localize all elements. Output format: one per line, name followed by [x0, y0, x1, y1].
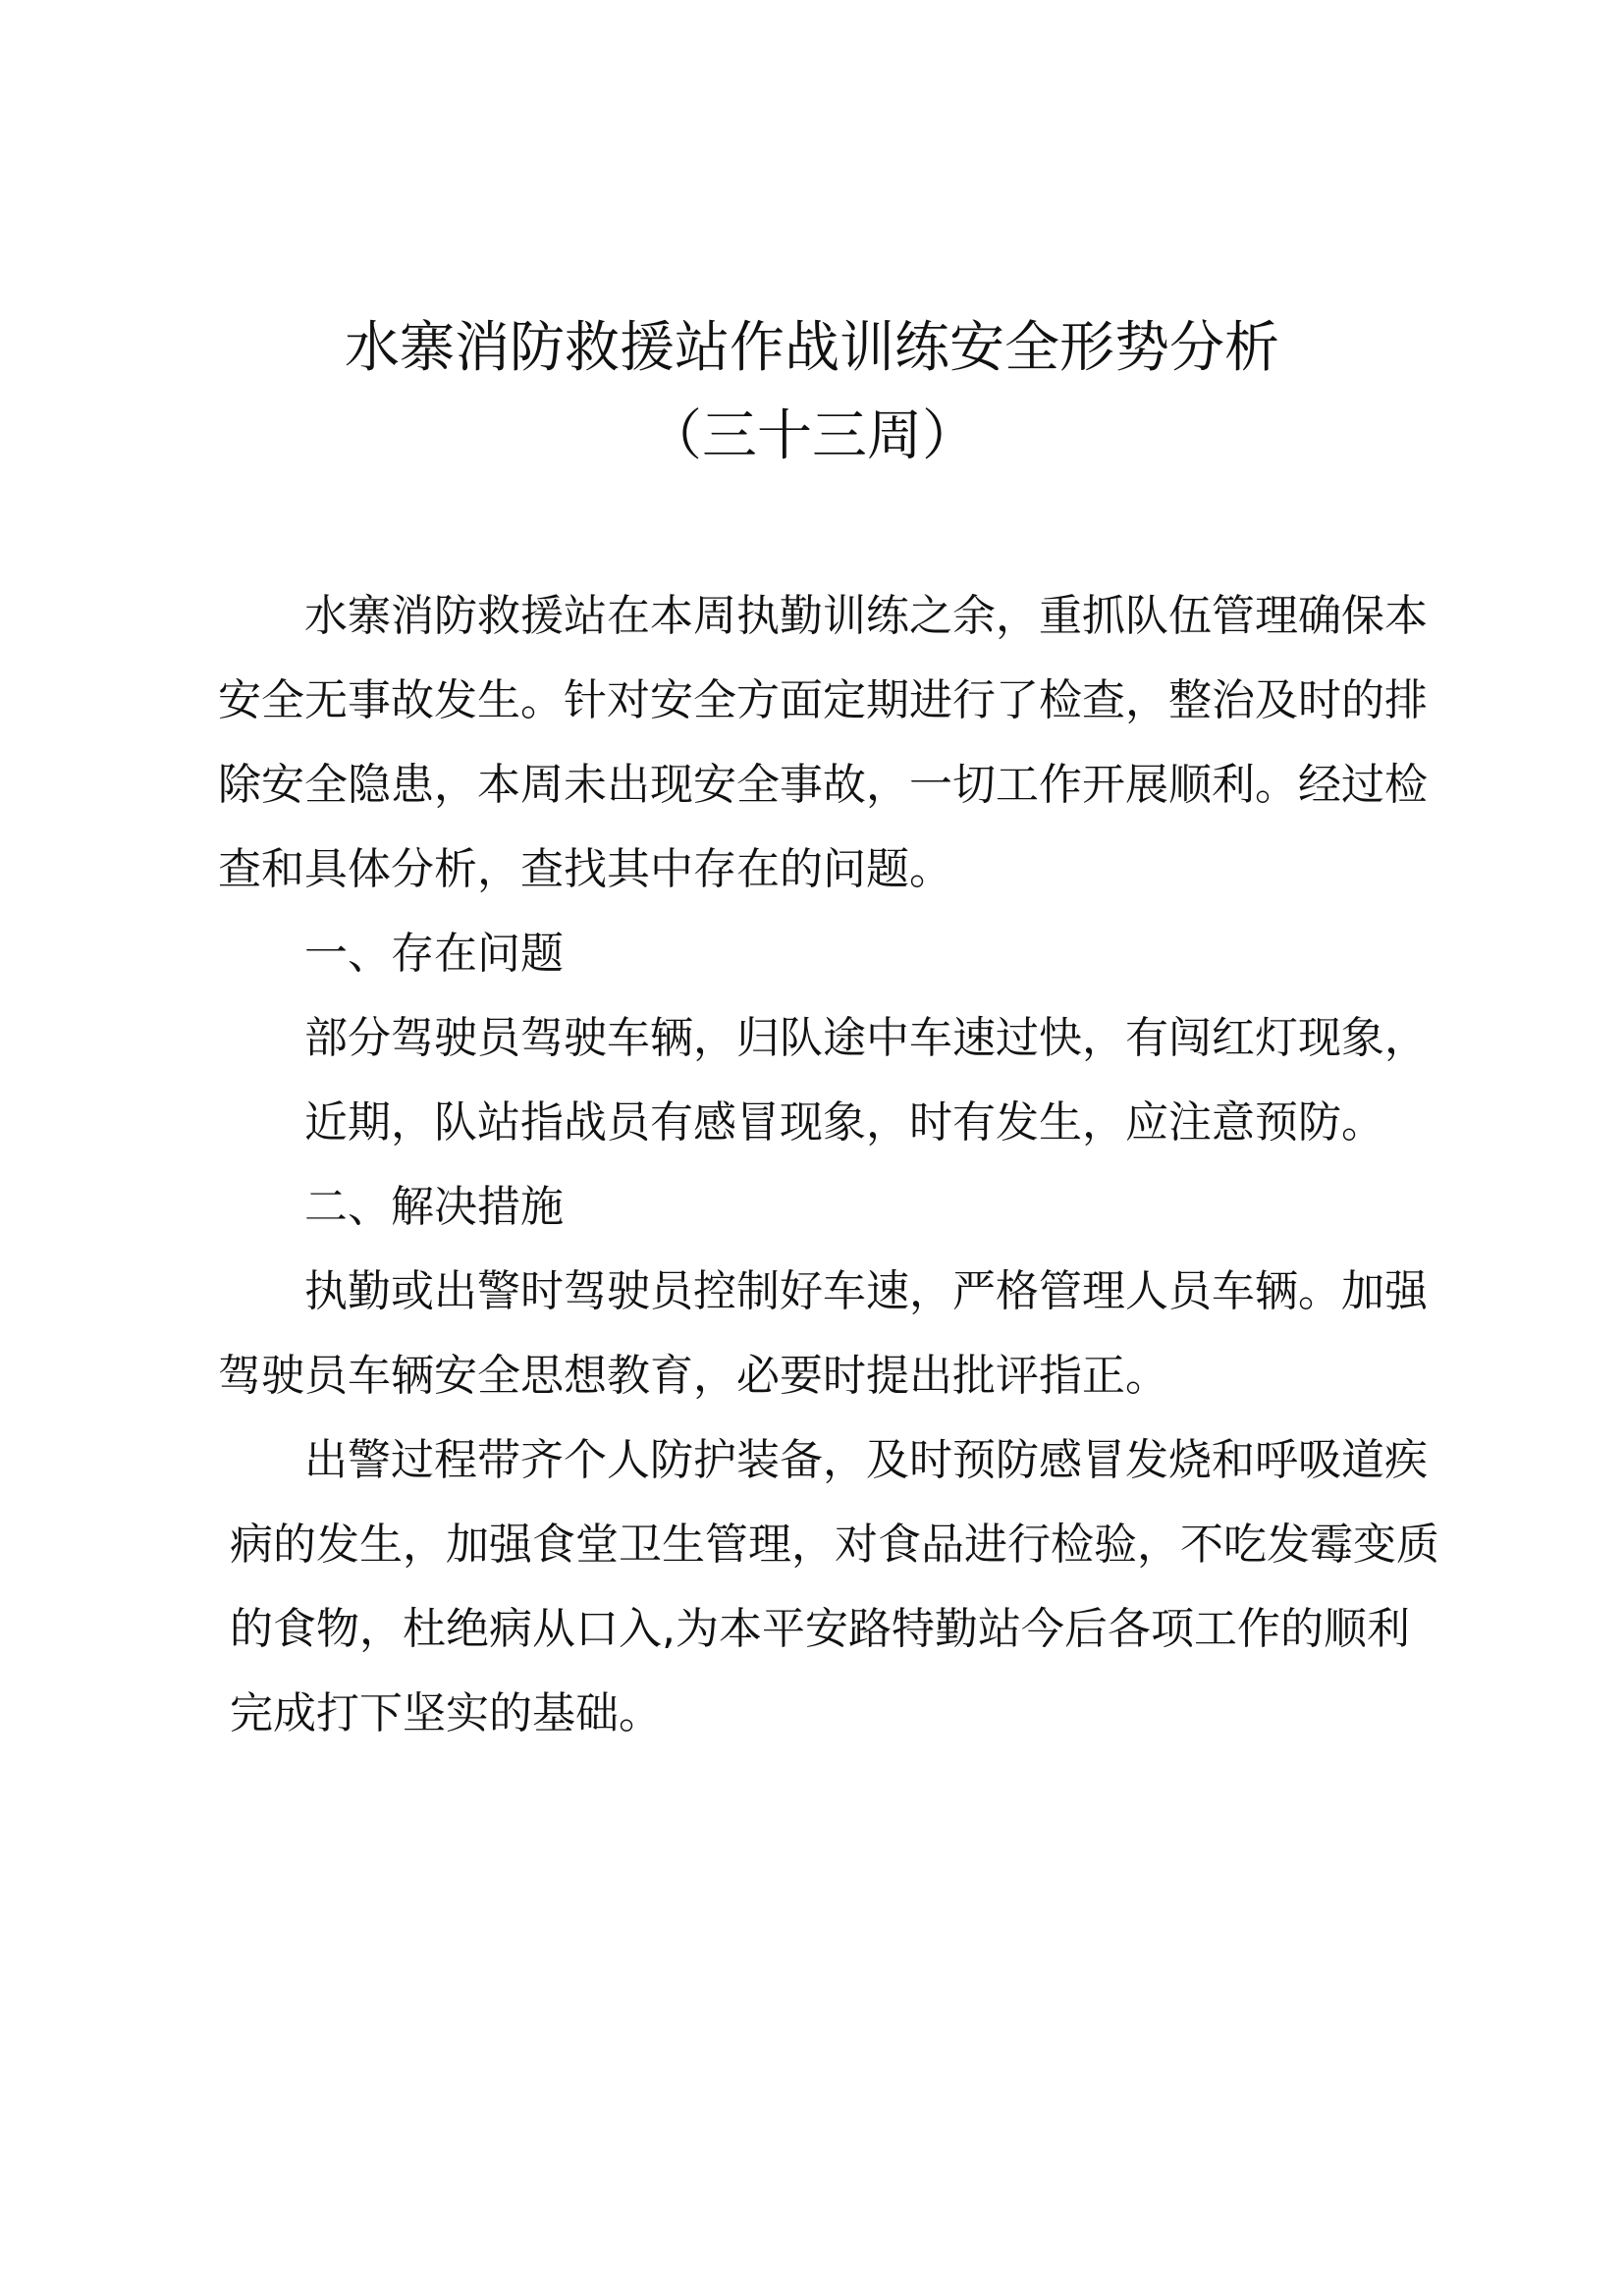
section-heading: 二、解决措施	[304, 1182, 564, 1232]
paragraph-line: 的食物，杜绝病从口入,为本平安路特勤站今后各项工作的顺利	[230, 1604, 1410, 1654]
paragraph-line: 执勤或出警时驾驶员控制好车速，严格管理人员车辆。加强	[304, 1266, 1428, 1316]
document-title: 水寨消防救援站作战训练安全形势分析	[345, 316, 1279, 380]
section-heading: 一、存在问题	[304, 929, 564, 979]
paragraph-line: 安全无事故发生。针对安全方面定期进行了检查，整治及时的排	[218, 675, 1428, 725]
paragraph-line: 除安全隐患，本周未出现安全事故，一切工作开展顺利。经过检	[218, 760, 1428, 810]
paragraph-line: 水寨消防救援站在本周执勤训练之余，重抓队伍管理确保本	[304, 591, 1428, 641]
paragraph-line: 出警过程带齐个人防护装备，及时预防感冒发烧和呼吸道疾	[304, 1435, 1428, 1485]
paragraph-line: 病的发生，加强食堂卫生管理，对食品进行检验，不吃发霉变质	[230, 1520, 1439, 1570]
document-subtitle: （三十三周）	[647, 404, 977, 468]
paragraph-line: 驾驶员车辆安全思想教育，必要时提出批评指正。	[218, 1351, 1168, 1401]
paragraph-line: 完成打下坚实的基础。	[230, 1688, 662, 1738]
paragraph-line: 近期，队站指战员有感冒现象，时有发生，应注意预防。	[304, 1097, 1384, 1148]
paragraph-line: 查和具体分析，查找其中存在的问题。	[218, 844, 952, 894]
paragraph-line: 部分驾驶员驾驶车辆，归队途中车速过快，有闯红灯现象，	[304, 1013, 1428, 1063]
